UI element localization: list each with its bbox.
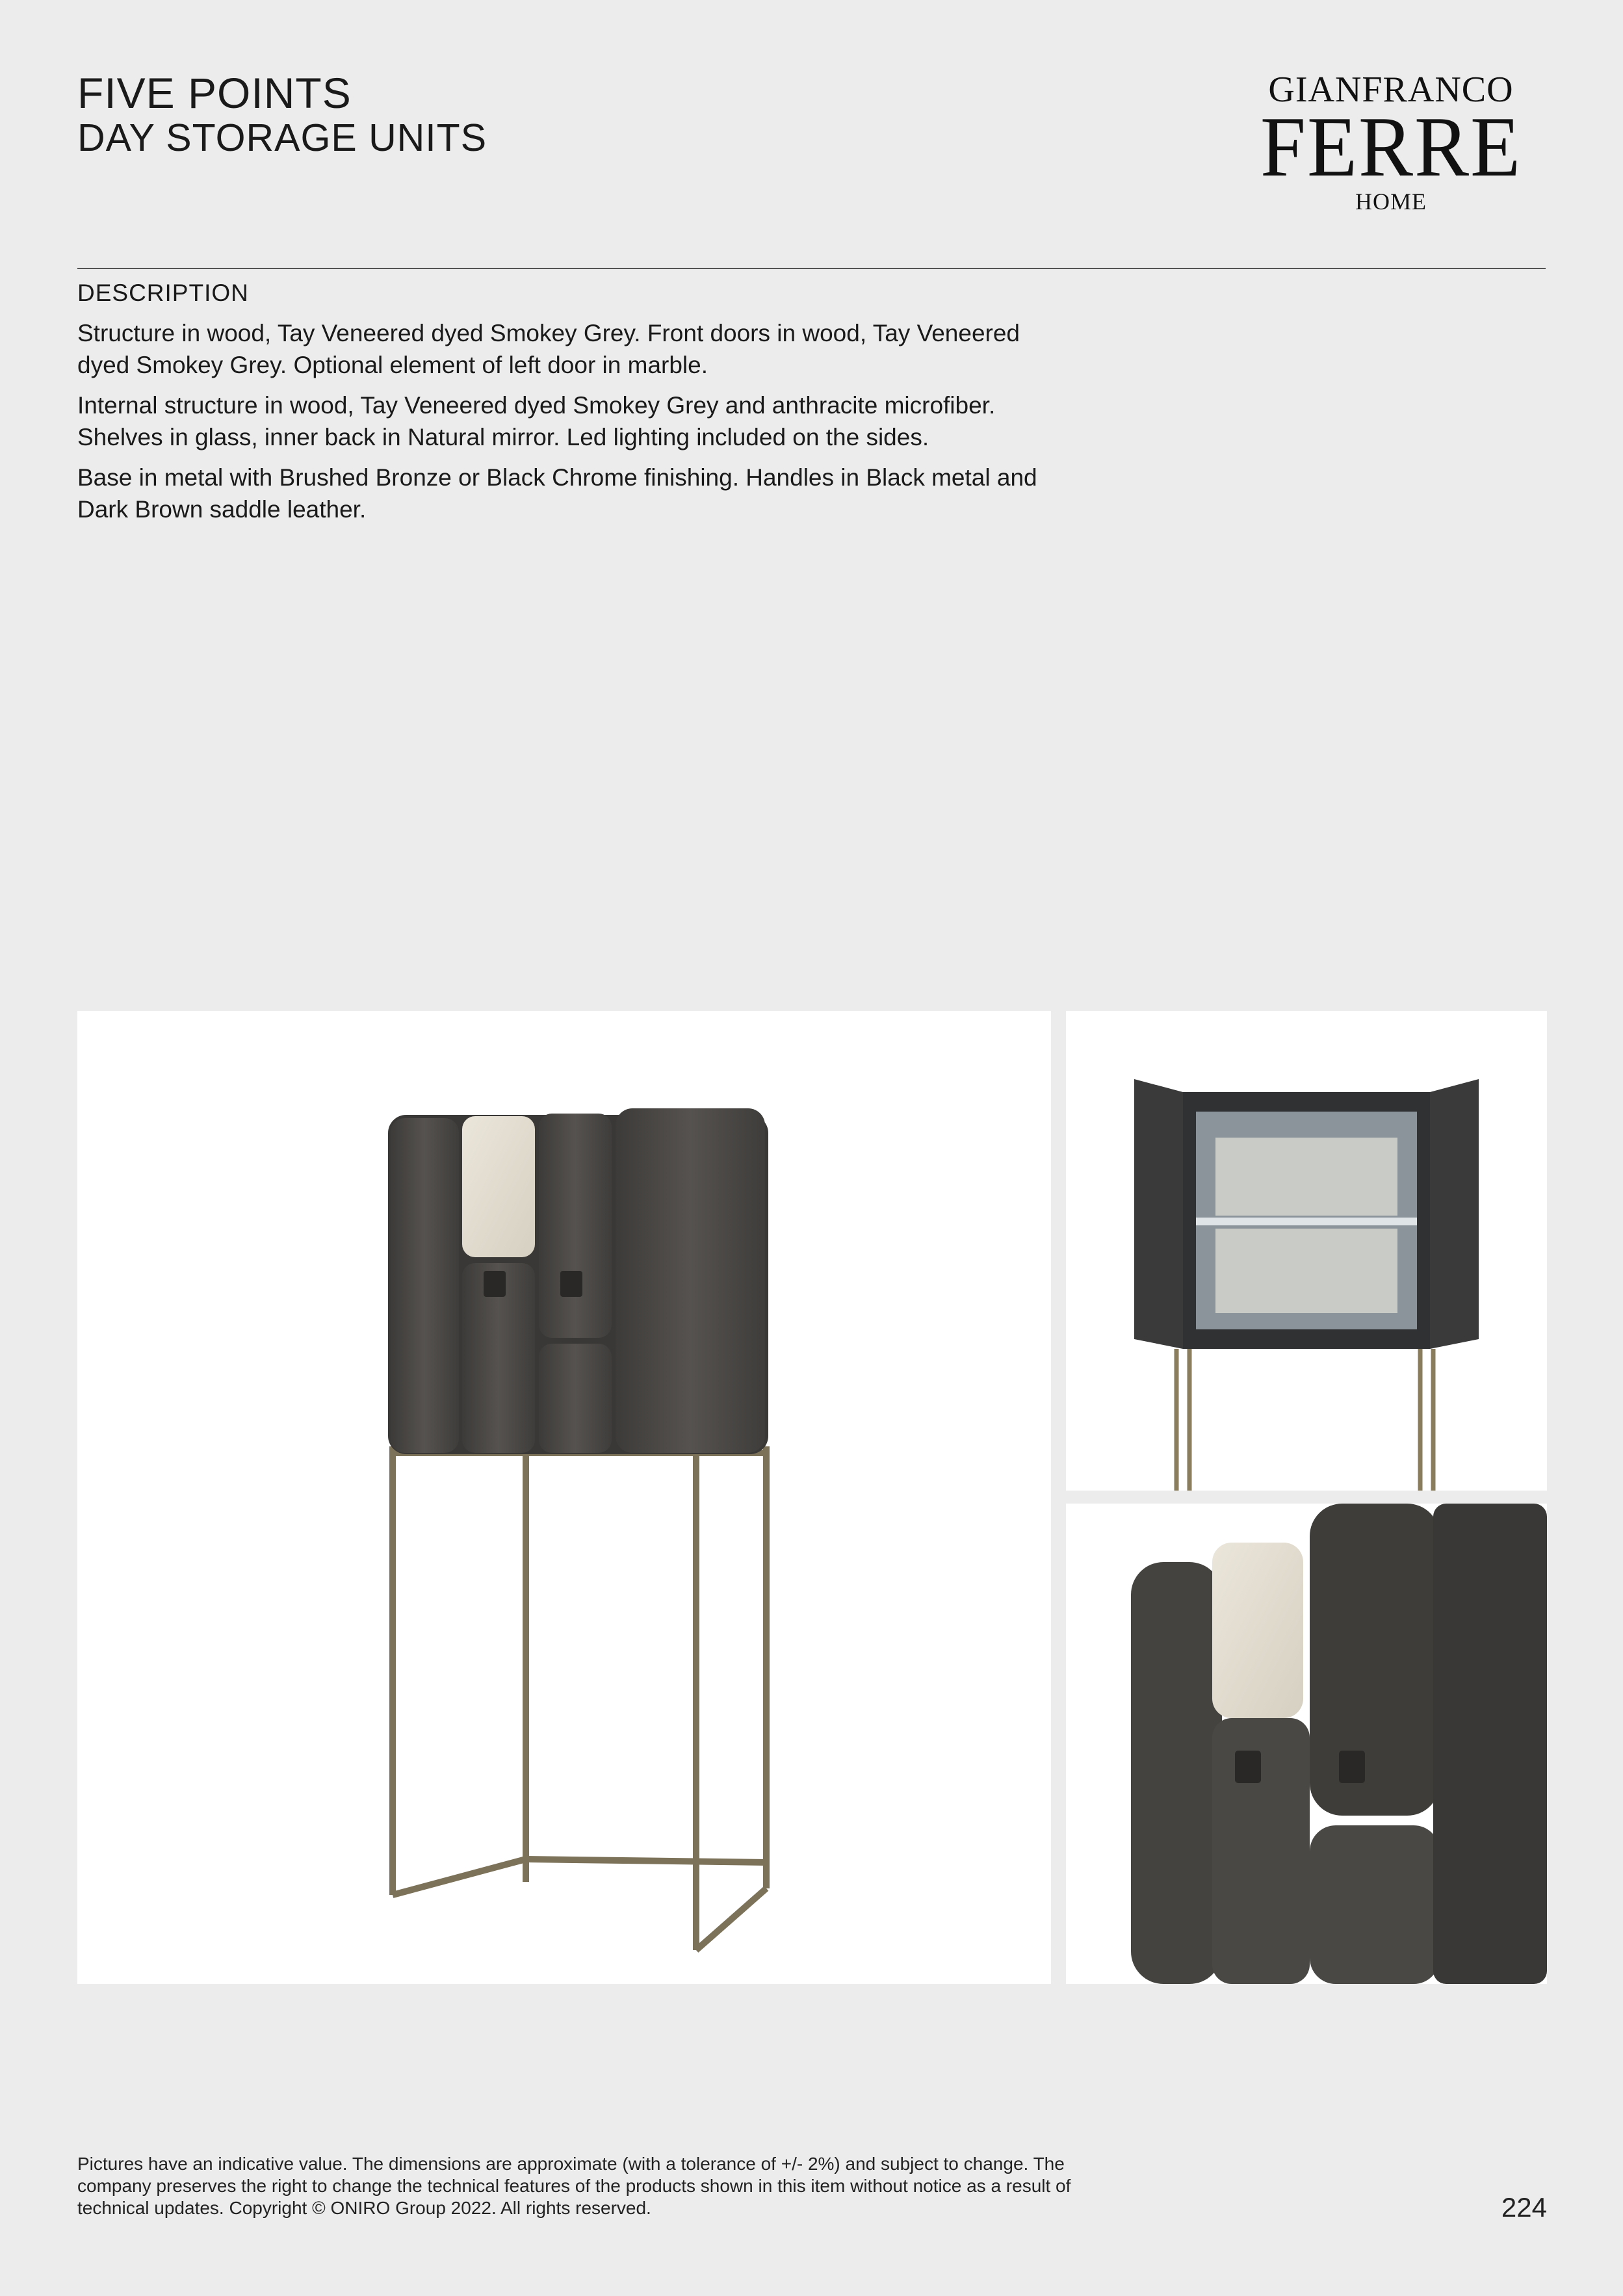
description-body <box>77 317 1052 534</box>
cabinet-detail-illustration <box>1066 1504 1547 1984</box>
page-number: 224 <box>1501 2192 1547 2223</box>
description-paragraph: Structure in wood, Tay Veneered dyed Smokey Grey. Front doors in wood, Tay Veneered dyed Smokey Grey. Optional element of left door in marble. <box>77 320 1020 378</box>
logo-line-3: HOME <box>1355 189 1427 215</box>
product-image-open <box>1066 1011 1547 1491</box>
logo-line-1: GIANFRANCO <box>1268 70 1514 110</box>
product-title: FIVE POINTS <box>77 69 352 117</box>
disclaimer-text: Pictures have an indicative value. The dimensions are approximate (with a tolerance of +/- 2%) and subject to change. The company preserves the right to change the technical features of the products shown in this item without notice as a result of technical updates. Copyright © ONIRO Group 2022. All rights reserved. <box>77 2154 1071 2218</box>
product-image-main <box>77 1011 1051 1984</box>
description-heading: DESCRIPTION <box>77 280 249 306</box>
product-category: DAY STORAGE UNITS <box>77 116 487 159</box>
divider <box>77 268 1546 269</box>
description-paragraph: Internal structure in wood, Tay Veneered dyed Smokey Grey and anthracite microfiber. Shelves in glass, inner back in Natural mirror. Led lighting included on the sides. <box>77 392 996 450</box>
description-paragraph: Base in metal with Brushed Bronze or Black Chrome finishing. Handles in Black metal and Dark Brown saddle leather. <box>77 464 1037 523</box>
cabinet-front-illustration <box>77 1011 1051 1984</box>
product-image-detail <box>1066 1504 1547 1984</box>
logo-line-2: FERRE <box>1260 99 1522 195</box>
brand-logo <box>1235 72 1547 213</box>
cabinet-open-illustration <box>1066 1011 1547 1491</box>
